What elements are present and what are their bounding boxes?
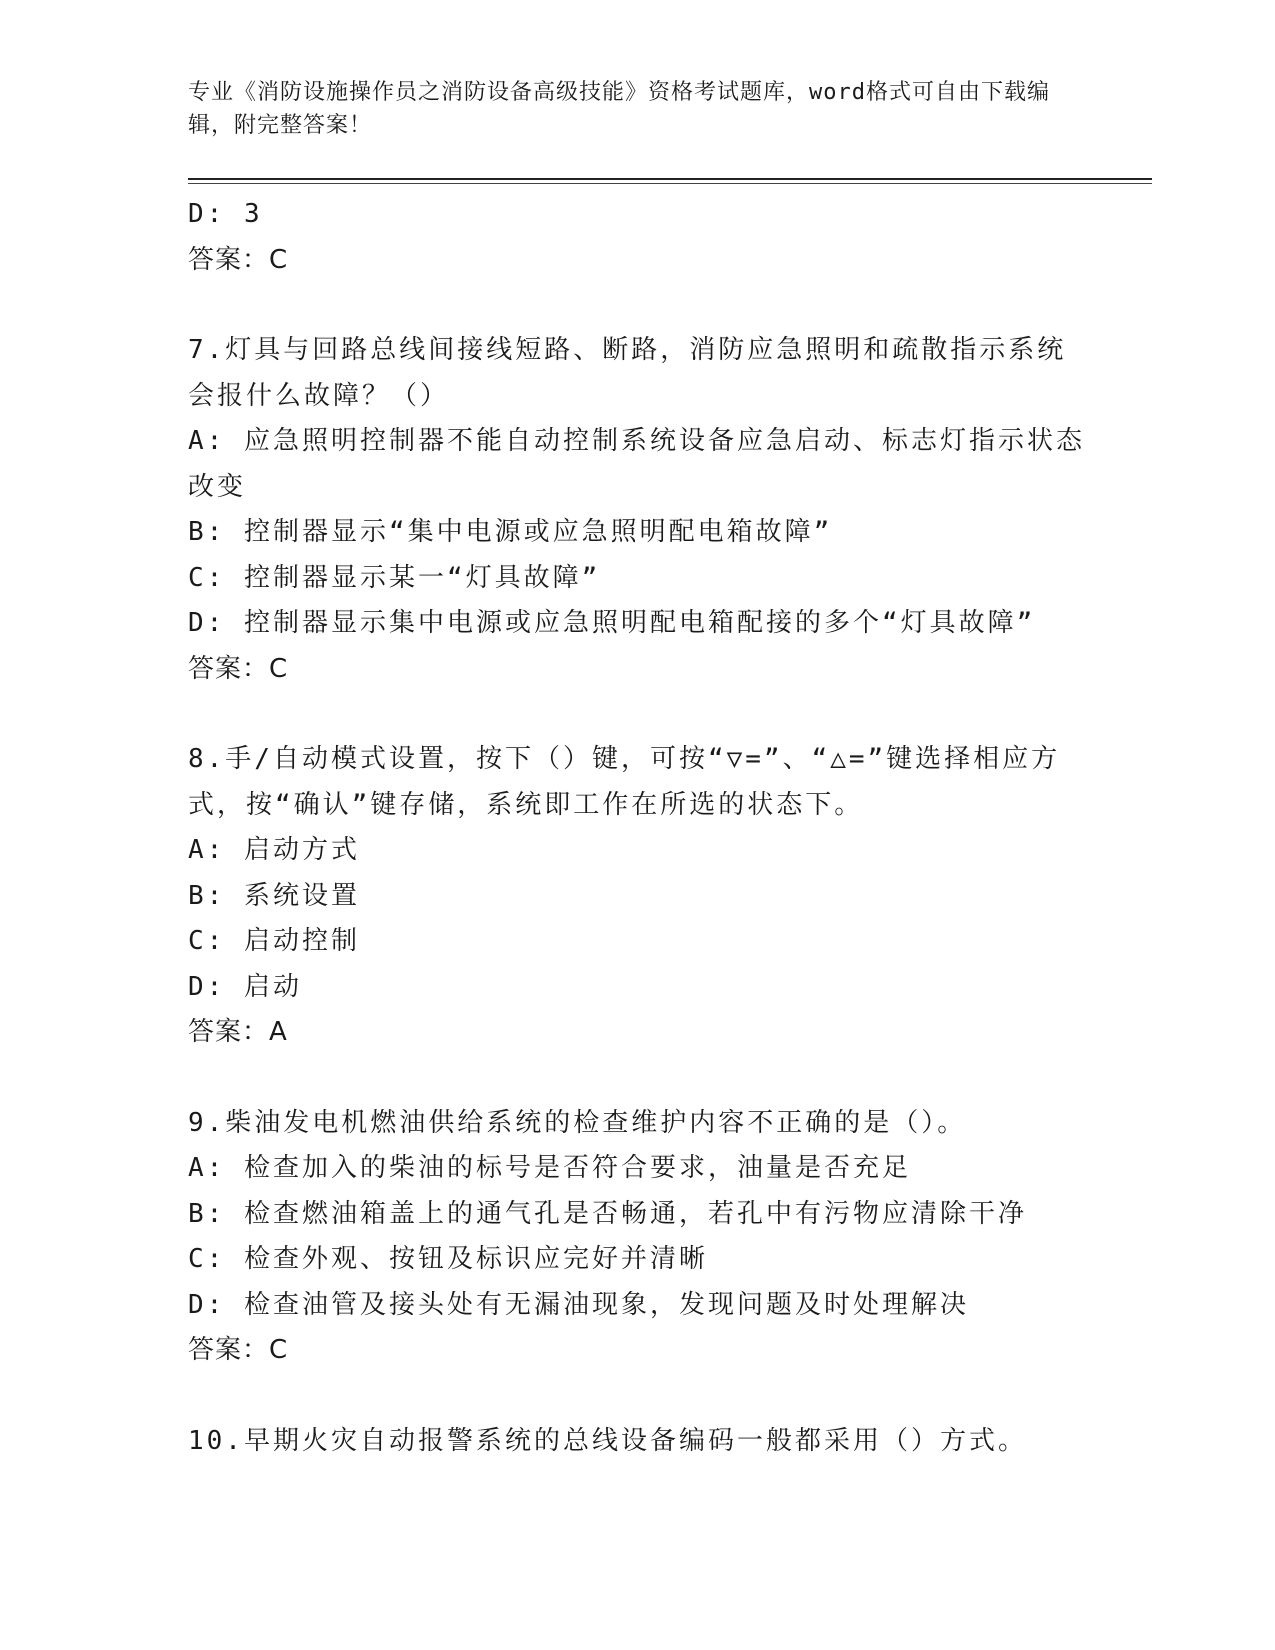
option-d: D: 检查油管及接头处有无漏油现象，发现问题及时处理解决	[188, 1289, 969, 1320]
answer: 答案：C	[188, 244, 289, 275]
spacer	[188, 692, 1088, 737]
question-9	[188, 1101, 1088, 1374]
option-d: D: 控制器显示集中电源或应急照明配电箱配接的多个“灯具故障”	[188, 608, 1036, 638]
question-list	[188, 192, 1088, 1464]
question-stem: 10.早期火灾自动报警系统的总线设备编码一般都采用（）方式。	[188, 1425, 1027, 1456]
option-b: B: 控制器显示“集中电源或应急照明配电箱故障”	[188, 517, 833, 547]
option-d: D: 启动	[188, 971, 302, 1002]
option-a: A: 启动方式	[188, 835, 360, 865]
question-8	[188, 737, 1088, 1056]
header-divider-thick	[188, 178, 1152, 180]
option-c: C: 控制器显示某一“灯具故障”	[188, 562, 601, 593]
option-a: A: 应急照明控制器不能自动控制系统设备应急启动、标志灯指示状态改变	[188, 426, 1085, 502]
answer: 答案：C	[188, 1335, 289, 1365]
question-10	[188, 1419, 1088, 1465]
question-7	[188, 328, 1088, 692]
option-c: C: 检查外观、按钮及标识应完好并清晰	[188, 1244, 708, 1274]
question-stem: 9.柴油发电机燃油供给系统的检查维护内容不正确的是（）。	[188, 1107, 967, 1138]
spacer	[188, 283, 1088, 328]
page-header: 专业《消防设施操作员之消防设备高级技能》资格考试题库，word格式可自由下载编辑，附完整答案！	[188, 80, 1050, 138]
option-b: B: 系统设置	[188, 880, 360, 911]
spacer	[188, 1056, 1088, 1101]
answer: 答案：A	[188, 1017, 288, 1047]
option-c: C: 启动控制	[188, 926, 360, 956]
option-a: A: 检查加入的柴油的标号是否符合要求，油量是否充足	[188, 1153, 911, 1183]
option-b: B: 检查燃油箱盖上的通气孔是否畅通，若孔中有污物应清除干净	[188, 1198, 1027, 1229]
option-d: D: 3	[188, 199, 263, 229]
question-stem: 8.手/自动模式设置，按下（）键，可按“▽=”、“△=”键选择相应方式，按“确认”键存储，系统即工作在所选的状态下。	[188, 744, 1061, 820]
question-stem: 7.灯具与回路总线间接线短路、断路，消防应急照明和疏散指示系统会报什么故障？（）	[188, 335, 1067, 411]
header-divider-thin	[188, 183, 1152, 184]
spacer	[188, 1374, 1088, 1419]
answer: 答案：C	[188, 653, 289, 684]
